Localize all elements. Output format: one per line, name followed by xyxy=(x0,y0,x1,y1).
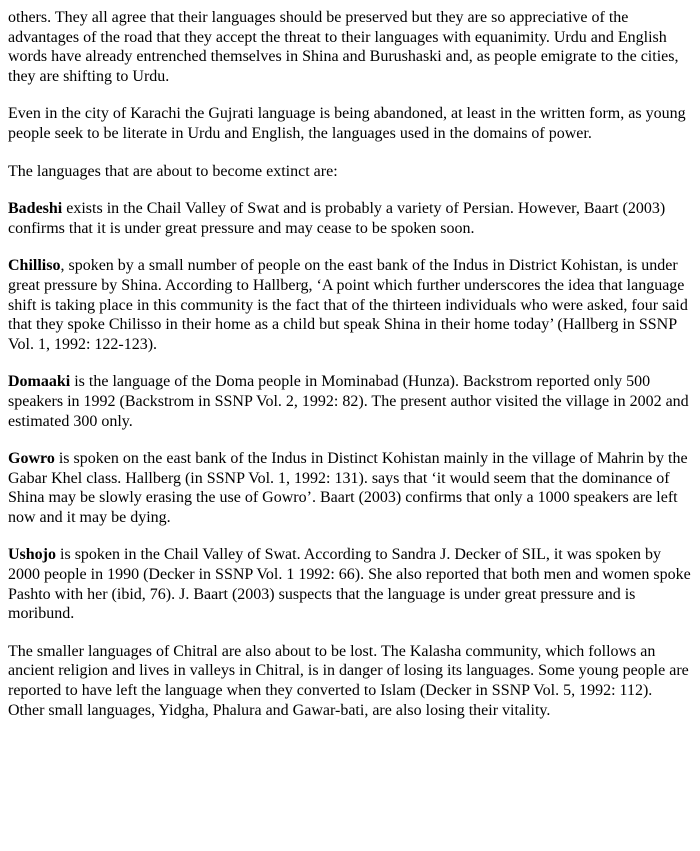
language-term-domaaki: Domaaki xyxy=(8,373,71,391)
paragraph-text: others. They all agree that their languages should be preserved but they are so appreciative of the advantages of the road that they accept the threat to their languages with equanimity. Urdu and English words have already entrenched themselves in Shina and Burushaski and, as people emigrate to the cities, they are shifting to Urdu. xyxy=(8,9,679,85)
paragraph-text: , spoken by a small number of people on the east bank of the Indus in District Kohistan, is under great pressure by Shina. According to Hallberg, ‘A point which further underscores the idea that language shift is taking place in this community is the fact that of the thirteen individuals who were asked, four said that they spoke Chilisso in their home as a child but speak Shina in their home today’ (Hallberg in SSNP Vol. 1, 1992: 122-123). xyxy=(8,257,688,353)
paragraph-text: exists in the Chail Valley of Swat and is probably a variety of Persian. However, Baart (2003) confirms that it is under great pressure and may cease to be spoken soon. xyxy=(8,200,666,237)
paragraph-karachi-gujrati xyxy=(8,104,692,143)
paragraph-intro-continuation xyxy=(8,8,692,86)
paragraph-gowro xyxy=(8,449,692,527)
language-term-badeshi: Badeshi xyxy=(8,200,63,218)
paragraph-text: Even in the city of Karachi the Gujrati language is being abandoned, at least in the written form, as young people seek to be literate in Urdu and English, the languages used in the domains of power. xyxy=(8,105,686,142)
paragraph-extinct-intro xyxy=(8,162,692,182)
paragraph-text: is spoken in the Chail Valley of Swat. According to Sandra J. Decker of SIL, it was spoken by 2000 people in 1990 (Decker in SSNP Vol. 1 1992: 66). She also reported that both men and women spoke Pashto with her (ibid, 76). J. Baart (2003) suspects that the language is under great pressure and is moribund. xyxy=(8,546,691,623)
paragraph-text: The languages that are about to become extinct are: xyxy=(8,162,338,180)
paragraph-chilliso xyxy=(8,256,692,354)
paragraph-chitral xyxy=(8,642,692,720)
paragraph-ushojo xyxy=(8,545,692,623)
paragraph-text: is the language of the Doma people in Mominabad (Hunza). Backstrom reported only 500 speakers in 1992 (Backstrom in SSNP Vol. 2, 1992: 82). The present author visited the village in 2002 and estimated 300 only. xyxy=(8,373,689,430)
language-term-gowro: Gowro xyxy=(8,450,55,468)
paragraph-badeshi xyxy=(8,199,692,238)
paragraph-domaaki xyxy=(8,372,692,431)
paragraph-text: The smaller languages of Chitral are also about to be lost. The Kalasha community, which follows an ancient religion and lives in valleys in Chitral, is in danger of losing its languages. Some young people are reported to have left the language when they converted to Islam (Decker in SSNP Vol. 5, 1992: 112). Other small languages, Yidgha, Phalura and Gawar-bati, are also losing their vitality. xyxy=(8,642,689,719)
paragraph-text: is spoken on the east bank of the Indus in Distinct Kohistan mainly in the village of Mahrin by the Gabar Khel class. Hallberg (in SSNP Vol. 1, 1992: 131). says that ‘it would seem that the dominance of Shina may be slowly erasing the use of Gowro’. Baart (2003) confirms that only a 1000 speakers are left now and it may be dying. xyxy=(8,450,688,526)
language-term-chilliso: Chilliso xyxy=(8,257,61,275)
language-term-ushojo: Ushojo xyxy=(8,546,57,564)
document-page xyxy=(8,8,692,738)
